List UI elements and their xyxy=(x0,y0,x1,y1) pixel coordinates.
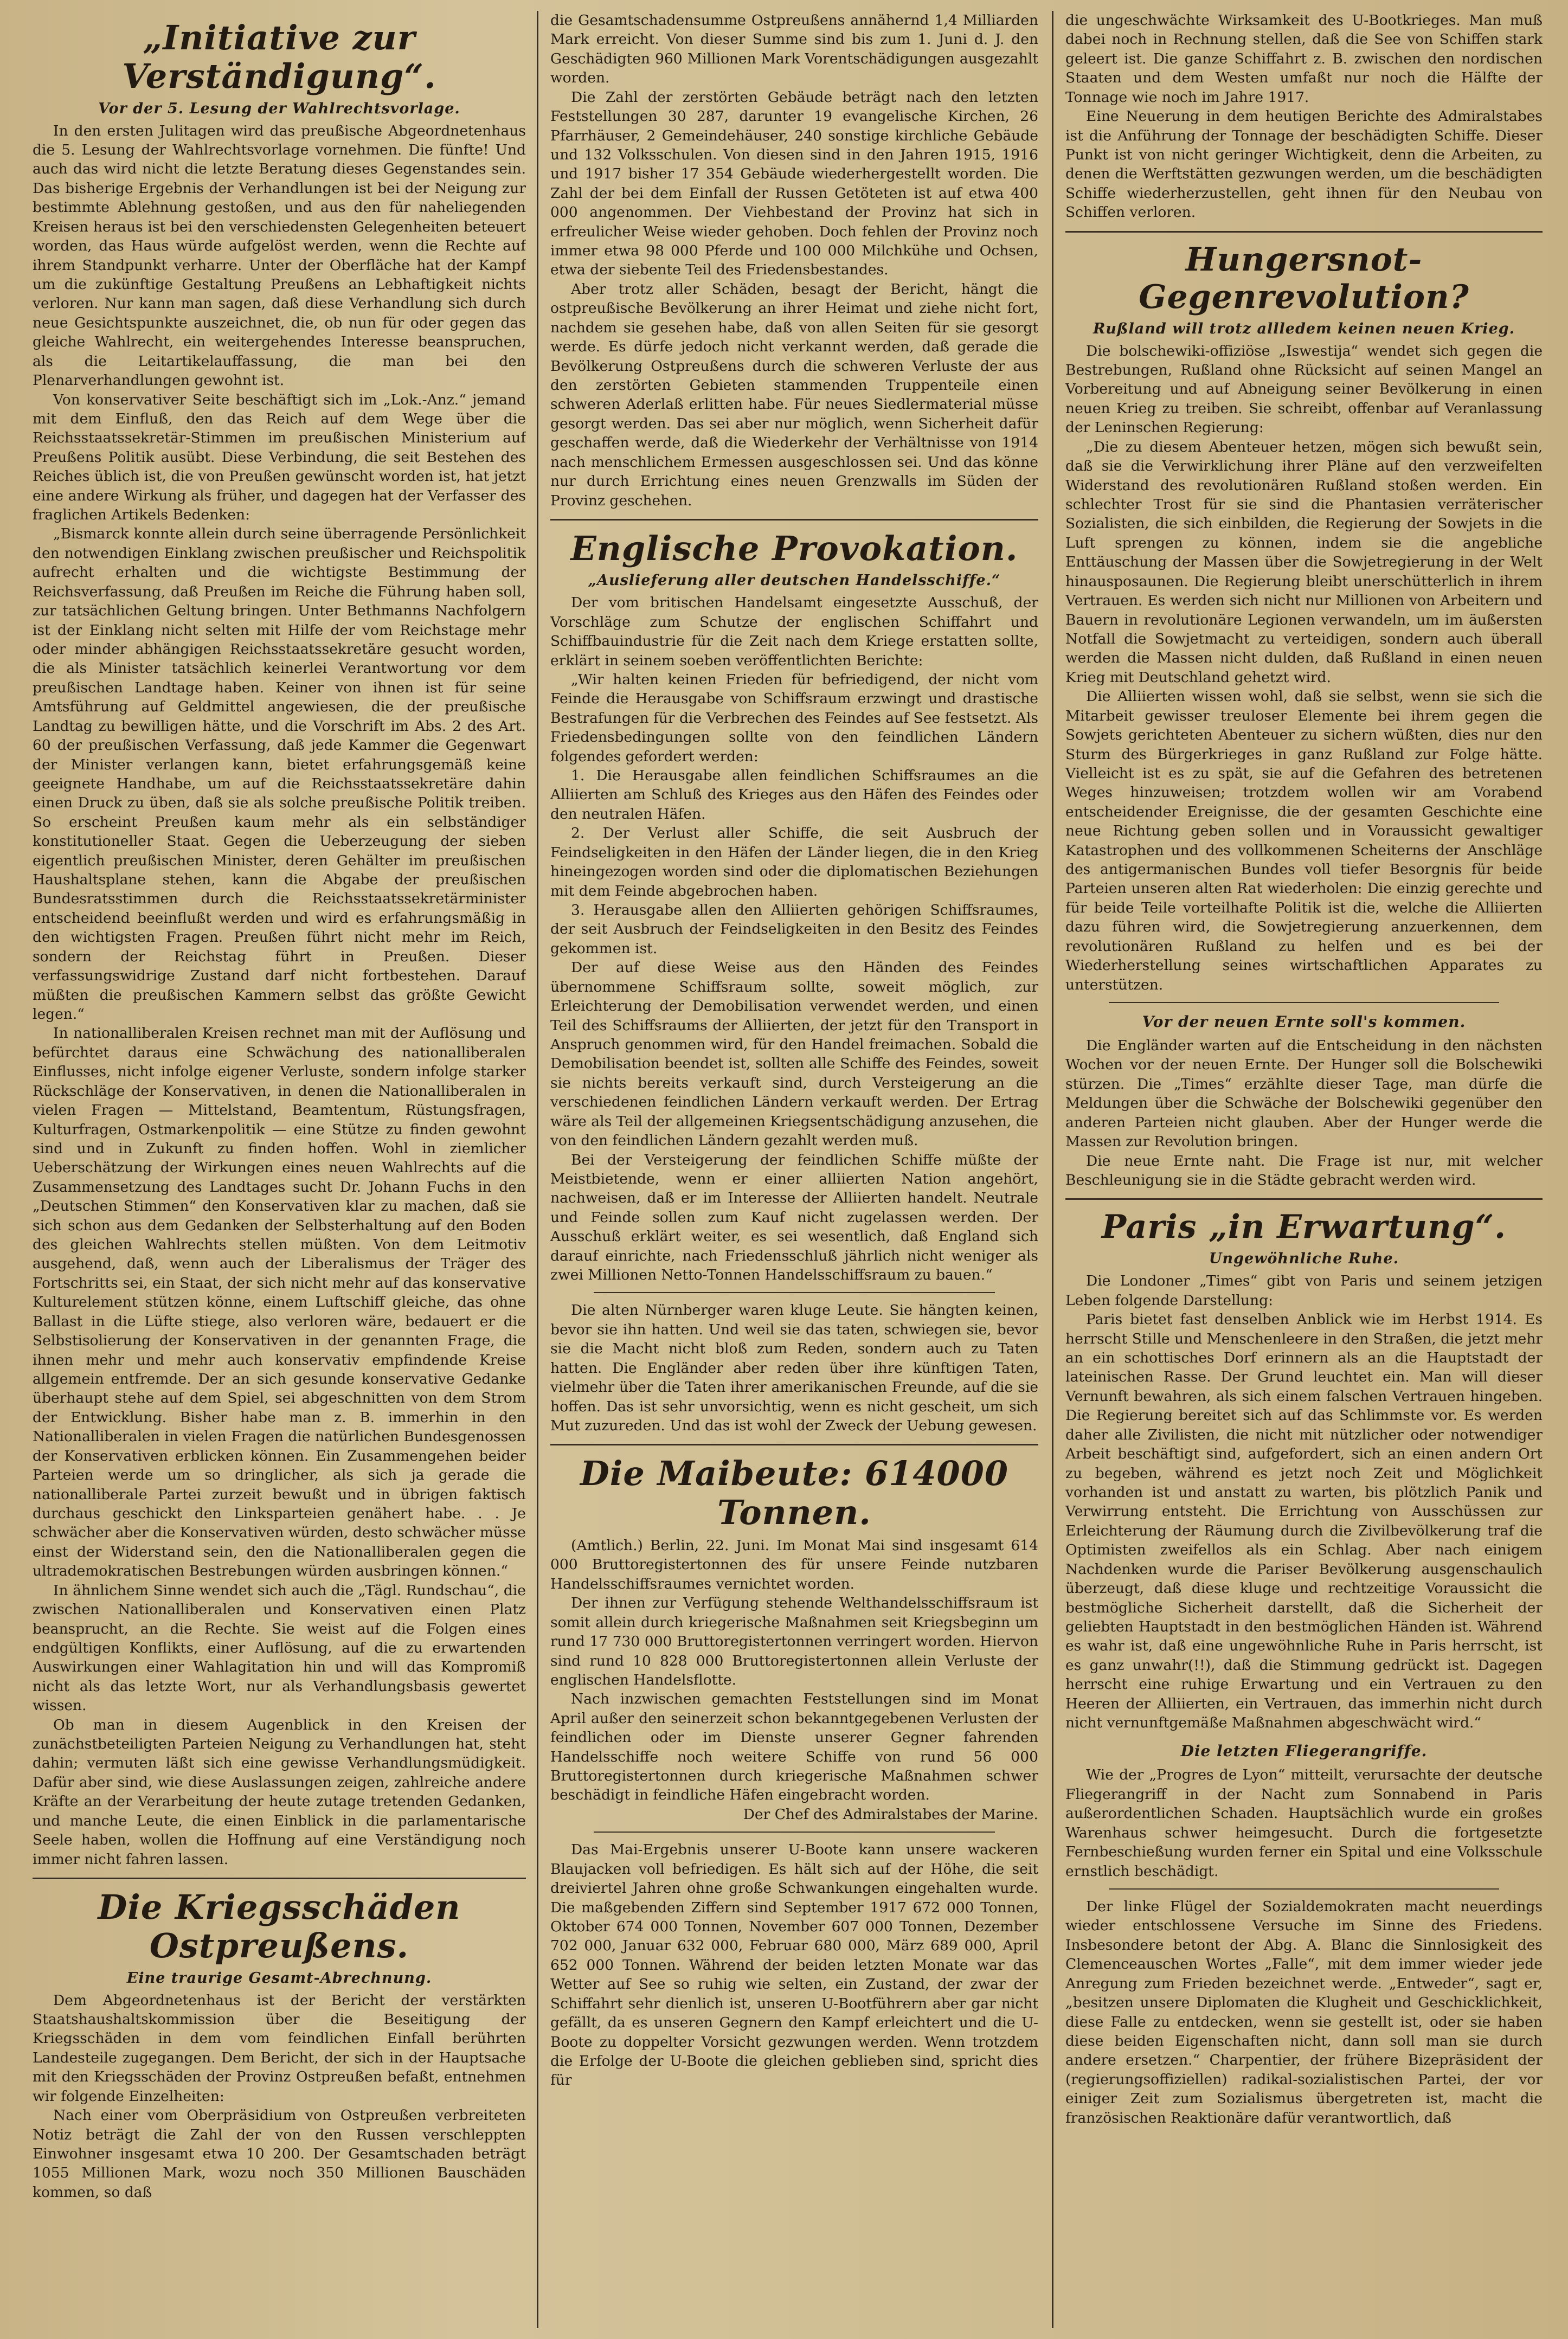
article-headline: Hungersnot-Gegenrevolution? xyxy=(1139,240,1469,316)
short-divider xyxy=(1109,1888,1499,1890)
paragraph: Dem Abgeordnetenhaus ist der Bericht der verstärkten Staatshaushaltskommission über die Beseitigung der Kriegsschäden in dem vom feindlichen Einfall berührten Landesteile zugegangen. Dem Bericht, der sich in der Hauptsache mit den Kriegsschäden der Provinz Ostpreußen befaßt, entnehmen wir folgende Einzelheiten: xyxy=(33,1991,526,2105)
short-divider xyxy=(594,1292,995,1293)
paragraph: „Die zu diesem Abenteuer hetzen, mögen sich bewußt sein, daß sie die Verwirklichung ihrer Pläne auf den verzweifelten Widerstand des revolutionären Rußland stoßen werden. Ein schlechter Trost für sie sind die Phantasien verräterischer Sozialisten, die sich einbilden, die Regierung der Sowjets in die Luft sprengen zu können, indem sie die angebliche Enttäuschung der Massen über die Sowjetregierung in der Welt hinausposaunen. Die Regierung bleibt unerschütterlich in ihrem Vertrauen. Es werden sich nicht nur Millionen von Arbeitern und Bauern in revolutionäre Legionen verwandeln, um im äußersten Notfall die Sowjetmacht zu verteidigen, sondern auch überall werden die Massen nicht dulden, daß Rußland in einen neuen Krieg mit Deutschland gehetzt wird. xyxy=(1065,438,1543,686)
column-left xyxy=(33,11,526,2328)
paragraph: „Bismarck konnte allein durch seine überragende Persönlichkeit den notwendigen Einklang zwischen preußischer und Reichspolitik aufrecht erhalten und die wichtigste Bestimmung der Reichsverfassung, daß Preußen im Reiche die Führung haben soll, zur tatsächlichen Geltung bringen. Unter Bethmanns Nachfolgern ist der Einklang nicht selten mit Hilfe der vom Reichstage mehr oder minder abhängigen Reichsstaatssekretäre gesucht worden, die als Minister tatsächlich keinerlei Verantwortung vor dem preußischen Landtage haben. Keiner von ihnen ist für seine Amtsführung auf Geldmittel angewiesen, die der preußische Landtag zu bewilligen hätte, und die Vorschrift im Abs. 2 des Art. 60 der preußischen Verfassung, daß jede Kammer die Gegenwart der Minister verlangen kann, bietet erfahrungsgemäß keine geeignete Handhabe, um auf die Reichsstaatssekretäre dahin einen Druck zu üben, daß sie als solche preußische Politik treiben. So erscheint Preußen kaum mehr als ein selbständiger konstitutioneller Staat. Gegen die Ueberzeugung der sieben eigentlich preußischen Minister, deren Gehälter im preußischen Haushaltsplane stehen, kann die Abgabe der preußischen Bundesratsstimmen durch die Reichsstaatssekretärminister entscheidend beeinflußt werden und wird es erfahrungsmäßig in den wichtigsten Fragen. Preußen führt nicht mehr im Reich, sondern der Reichstag führt in Preußen. Dieser verfassungswidrige Zustand darf nicht fortbestehen. Darauf müßten die preußischen Kammern selbst das größte Gewicht legen.“ xyxy=(33,525,526,1023)
article-headline: Englische Provokation. xyxy=(570,528,1018,568)
column-right xyxy=(1065,11,1543,2328)
paragraph: die ungeschwächte Wirksamkeit des U-Bootkrieges. Man muß dabei noch in Rechnung stellen, daß die See von Schiffen stark geleert ist. Die ganze Schiffahrt z. B. zwischen den nordischen Staaten und dem Westen umfaßt nur noch die Hälfte der Tonnage wie noch im Jahre 1917. xyxy=(1065,12,1543,106)
article-kriegsschaeden-continued xyxy=(550,11,1038,510)
paragraph: Die bolschewiki-offiziöse „Iswestija“ wendet sich gegen die Bestrebungen, Rußland ohne Rücksicht auf seinen Mangel an Vorbereitung und auf Abneigung seiner Bevölkerung in einen neuen Krieg zu treiben. Sie schreibt, offenbar auf Veranlassung der Leninschen Regierung: xyxy=(1065,342,1543,436)
article-subheadline: Ungewöhnliche Ruhe. xyxy=(1209,1250,1399,1268)
paragraph: 3. Herausgabe allen den Alliierten gehörigen Schiffsraumes, der seit Ausbruch der Feindseligkeiten in den Besitz des Feindes gekommen ist. xyxy=(550,902,1038,957)
article-divider xyxy=(550,1444,1038,1445)
paragraph: Von konservativer Seite beschäftigt sich im „Lok.-Anz.“ jemand mit dem Einfluß, den das Reich auf dem Wege über die Reichsstaatssekretär-Stimmen im preußischen Ministerium auf Preußens Politik ausübt. Diese Verbindung, die seit Bestehen des Reiches üblich ist, die von Preußen gewünscht worden ist, hat jetzt eine andere Wirkung als früher, und dagegen hat der Verfasser des fraglichen Artikels Bedenken: xyxy=(33,391,526,524)
column-middle xyxy=(550,11,1038,2328)
article-subheadline: Rußland will trotz allledem keinen neuen Krieg. xyxy=(1093,320,1515,337)
article-headline: Vor der neuen Ernte soll's kommen. xyxy=(1142,1012,1466,1031)
paragraph: „Wir halten keinen Frieden für befriedigend, der nicht vom Feinde die Herausgabe von Schiffsraum erzwingt und drastische Bestrafungen für die Verbrechen des Feindes auf See festsetzt. Als Friedensbedingungen sollte von den feindlichen Ländern folgendes gefordert werden: xyxy=(550,671,1038,765)
article-headline: Die letzten Fliegerangriffe. xyxy=(1180,1742,1428,1760)
article-divider xyxy=(33,1878,526,1879)
paragraph: In nationalliberalen Kreisen rechnet man mit der Auflösung und befürchtet daraus eine Schwächung des nationalliberalen Einflusses, nicht infolge eigener Verluste, sondern infolge starker Rückschläge der Konservativen, in denen die Nationalliberalen in vielen Fragen — Mittelstand, Beamtentum, Rüstungsfragen, Kulturfragen, Ostmarkenpolitik — eine Stütze zu finden gewohnt sind und in Zukunft zu finden hoffen. Wohl in ziemlicher Ueberschätzung der Wirkungen eines neuen Wahlrechts auf die Zusammensetzung des Landtages sucht Dr. Johann Fuchs in den „Deutschen Stimmen“ den Konservativen klar zu machen, daß sie sich schon aus dem Gedanken der Selbsterhaltung auf den Boden des gleichen Wahlrechts stellen müßten. Von dem Leitmotiv ausgehend, daß, wenn auch der Liberalismus der Träger des Fortschritts sei, ein Staat, der sich nicht mehr auf das konservative Kulturelement stützen könne, einem Luftschiff gleiche, das ohne Ballast in die Lüfte stiege, also verloren wäre, bedauert er die Selbstisolierung der Konservativen in der genannten Frage, die ihnen mehr und mehr auch konservativ empfindende Kreise allgemein entfremde. Der an sich gesunde konservative Gedanke überhaupt stehe auf dem Spiel, sei abgeschnitten von dem Strom der Entwicklung. Bisher habe man z. B. immerhin in den Nationalliberalen in vielen Fragen die natürlichen Bundesgenossen der Konservativen erblicken können. Ein Zusammengehen beider Parteien werde um so dringlicher, als sich ja gerade die nationalliberale Partei zurzeit bewußt und in übrigen faktisch durchaus geschickt den Linksparteien genähert habe. . . Je schwächer aber die Konservativen würden, desto schwächer müsse einst der Widerstand sein, den die Nationalliberalen gegen die ultrademokratischen Bestrebungen würden ausbringen können.“ xyxy=(33,1025,526,1580)
paragraph: Die Engländer warten auf die Entscheidung in den nächsten Wochen vor der neuen Ernte. Der Hunger soll die Bolschewiki stürzen. Die „Times“ erzählte dieser Tage, man dürfe die Meldungen über die Schwäche der Bolschewiki gegenüber den anderen Parteien nicht glauben. Aber der Hunger werde die Massen zur Revolution bringen. xyxy=(1065,1037,1543,1151)
article-englische-provokation xyxy=(550,529,1038,1435)
short-divider xyxy=(1109,1002,1499,1003)
paragraph: Der vom britischen Handelsamt eingesetzte Ausschuß, der Vorschläge zum Schutze der englischen Schiffahrt und Schiffbauindustrie für die Zeit nach dem Kriege erstatten sollte, erklärt in seinem soeben veröffentlichten Berichte: xyxy=(550,594,1038,669)
paragraph: Die Alliierten wissen wohl, daß sie selbst, wenn sie sich die Mitarbeit gewisser treuloser Elemente bei ihrem gegen die Sowjets gerichteten Abenteuer zu sichern wüßten, dies nur den Sturm des Bürgerkrieges in ganz Rußland zur Folge hätte. Vielleicht ist es zu spät, sie auf die Gefahren des betretenen Weges hinzuweisen; trotzdem wollen wir am Vorabend entscheidender Ereignisse, die der gesamten Geschichte eine neue Richtung geben sollen und in Voraussicht gewaltiger Katastrophen und des vollkommenen Scheiterns der Anschläge des antigermanischen Bundes voll tiefer Besorgnis für beide Parteien unseren alten Rat wiederholen: Die einzig gerechte und für beide Teile vorteilhafte Politik ist die, welche die Alliierten dazu führen wird, die Sowjetregierung anzuerkennen, dem revolutionären Rußland zu helfen und es bei der Wiederherstellung seines wirtschaftlichen Apparates zu unterstützen. xyxy=(1065,688,1543,993)
paragraph: 2. Der Verlust aller Schiffe, die seit Ausbruch der Feindseligkeiten in den Häfen der Länder liegen, die in den Krieg hineingezogen worden sind oder die diplomatischen Beziehungen mit dem Feinde abgebrochen haben. xyxy=(550,825,1038,899)
paragraph: In den ersten Julitagen wird das preußische Abgeordnetenhaus die 5. Lesung der Wahlrechtsvorlage vornehmen. Die fünfte! Und auch das wird nicht die letzte Beratung dieses Gegenstandes sein. Das bisherige Ergebnis der Verhandlungen ist bei der Neigung zur bestimmte Ablehnung gestoßen, und aus den für naheliegenden Kreisen heraus ist bei den verschiedensten Gelegenheiten beteuert worden, das Haus würde aufgelöst werden, wenn die Rechte auf ihrem Standpunkt verharre. Unter der Oberfläche hat der Kampf um die zukünftige Gestaltung Preußens an Lebhaftigkeit nichts verloren. Nur kann man sagen, daß diese Verhandlung sich durch neue Gesichtspunkte auszeichnet, die, ob nun für oder gegen das gleiche Wahlrecht, ein weitergehendes Interesse beanspruchen, als die Leitartikelauffassung, die man bei den Plenarverhandlungen gewohnt ist. xyxy=(33,122,526,389)
paragraph: In ähnlichem Sinne wendet sich auch die „Tägl. Rundschau“, die zwischen Nationalliberalen und Konservativen einen Platz beansprucht, an die Rechte. Sie weist auf die Folgen eines endgültigen Konflikts, einer Auflösung, auf die zu erwartenden Auswirkungen einer Wahlagitation hin und will das Kompromiß nicht als das letzte Wort, nur als Verhandlungsbasis gewertet wissen. xyxy=(33,1582,526,1714)
article-divider xyxy=(550,519,1038,521)
paragraph: Der linke Flügel der Sozialdemokraten macht neuerdings wieder entschlossene Versuche im Sinne des Friedens. Insbesondere betont der Abg. A. Blanc die Sinnlosigkeit des Clemenceauschen Wortes „Falle“, mit dem immer wieder jede Anregung zum Frieden bezeichnet werde. „Entweder“, sagt er, „besitzen unsere Diplomaten die Klugheit und Geschicklichkeit, diese Falle zu entdecken, wenn sie gestellt ist, oder sie haben diese beiden Eigenschaften nicht, dann soll man sie durch andere ersetzen.“ Charpentier, der frühere Bizepräsident der (regierungsoffiziellen) radikal-sozialistischen Partei, der vor einiger Zeit zum Sozialismus übergetreten ist, macht die französischen Reaktionäre dafür verantwortlich, daß xyxy=(1065,1898,1543,2126)
paragraph: Wie der „Progres de Lyon“ mitteilt, verursachte der deutsche Fliegerangriff in der Nacht zum Sonnabend in Paris außerordentlichen Schaden. Hauptsächlich wurde ein großes Warenhaus schwer heimgesucht. Durch die fortgesetzte Fernbeschießung wurden ferner ein Spital und eine Volksschule ernstlich beschädigt. xyxy=(1065,1766,1543,1880)
article-headline: Die Maibeute: 614000 Tonnen. xyxy=(580,1454,1008,1532)
paragraph: Die Londoner „Times“ gibt von Paris und seinem jetzigen Leben folgende Darstellung: xyxy=(1065,1273,1543,1309)
paragraph: Ob man in diesem Augenblick in den Kreisen der zunächstbeteiligten Parteien Neigung zu Verhandlungen hat, steht dahin; vermuten läßt sich eine gewisse Verhandlungsmüdigkeit. Dafür aber sind, wie diese Auslassungen zeigen, zahlreiche andere Kräfte an der Verarbeitung der heute zutage tretenden Gedanken, und manche Leute, die einen Einblick in die parlamentarische Seele haben, wollen die Hoffnung auf eine Verständigung noch immer nicht fahren lassen. xyxy=(33,1716,526,1868)
article-divider xyxy=(1065,231,1543,233)
article-fliegerangriffe xyxy=(1065,1742,1543,2128)
article-headline: „Initiative zur Verständigung“. xyxy=(122,18,436,97)
column-rule xyxy=(537,11,538,2328)
paragraph: 1. Die Herausgabe allen feindlichen Schiffsraumes an die Alliierten am Schluß des Krieges aus den Häfen des Feindes oder den neutralen Häfen. xyxy=(550,767,1038,822)
article-subheadline: Vor der 5. Lesung der Wahlrechtsvorlage. xyxy=(98,100,460,117)
column-rule xyxy=(1052,11,1053,2328)
signature-line: Der Chef des Admiralstabes der Marine. xyxy=(743,1805,1038,1823)
paragraph: Die neue Ernte naht. Die Frage ist nur, mit welcher Beschleunigung sie in die Städte gebracht werden wird. xyxy=(1065,1152,1543,1188)
paragraph: (Amtlich.) Berlin, 22. Juni. Im Monat Mai sind insgesamt 614 000 Bruttoregistertonnen des für unsere Feinde nutzbaren Handelsschiffsraumes vernichtet worden. xyxy=(550,1537,1038,1592)
article-neue-ernte xyxy=(1065,1013,1543,1190)
paragraph: Bei der Versteigerung der feindlichen Schiffe müßte der Meistbietende, wenn er einer alliierten Nation angehört, nachweisen, daß er im Interesse der Alliierten handelt. Neutrale und Feinde sollen zum Kauf nicht zugelassen werden. Der Ausschuß erklärt weiter, es sei wesentlich, daß England sich darauf einrichte, nach Friedensschluß jährlich nicht weniger als zwei Millionen Netto-Tonnen Handelsschiffsraum zu bauen.“ xyxy=(550,1151,1038,1284)
article-subheadline: „Auslieferung aller deutschen Handelsschiffe.“ xyxy=(588,572,1001,589)
paragraph: Die Zahl der zerstörten Gebäude beträgt nach den letzten Feststellungen 30 287, darunter 19 evangelische Kirchen, 26 Pfarrhäuser, 2 Gemeindehäuser, 240 sonstige kirchliche Gebäude und 132 Volksschulen. Von diesen sind in den Jahren 1915, 1916 und 1917 bisher 17 354 Gebäude wiederhergestellt worden. Die Zahl der bei dem Einfall der Russen Getöteten ist auf etwa 400 000 angenommen. Der Viehbestand der Provinz hat sich in erfreulicher Weise wieder gehoben. Doch fehlen der Provinz noch immer etwa 98 000 Pferde und 100 000 Milchkühe und Ochsen, etwa der siebente Teil des Friedensbestandes. xyxy=(550,88,1038,279)
paragraph: Nach inzwischen gemachten Feststellungen sind im Monat April außer den seinerzeit schon bekanntgegebenen Verlusten der feindlichen oder im Dienste unserer Gegner fahrenden Handelsschiffe noch weitere Schiffe von rund 56 000 Bruttoregistertonnen durch kriegerische Maßnahmen schwer beschädigt in feindliche Häfen eingebracht worden. xyxy=(550,1691,1038,1804)
article-initiative xyxy=(33,18,526,1869)
paragraph: Eine Neuerung in dem heutigen Berichte des Admiralstabes ist die Anführung der Tonnage der beschädigten Schiffe. Dieser Punkt ist von nicht geringer Wichtigkeit, denn die Arbeiten, zu denen die Werftstätten gezwungen werden, um die beschädigten Schiffe wiederherzustellen, geht ihnen für den Neubau von Schiffen verloren. xyxy=(1065,108,1543,221)
article-maibeute xyxy=(550,1454,1038,2090)
paragraph: Paris bietet fast denselben Anblick wie im Herbst 1914. Es herrscht Stille und Menschenleere in den Straßen, die jetzt mehr an ein schottisches Dorf erinnern als an die Hauptstadt der lateinischen Rasse. Der Grund leuchtet ein. Man will dieser Vernunft bewahren, als sich einem falschen Vertrauen hingeben. Die Regierung bereitet sich auf das Schlimmste vor. Es werden daher alle Zivilisten, die nicht mit nützlicher oder notwendiger Arbeit beschäftigt sind, aufgefordert, sich an einen andern Ort zu begeben, während es jetzt noch Zeit und Möglichkeit vorhanden ist und anstatt zu warten, bis plötzlich Panik und Verwirrung entsteht. Die Errichtung von Ausschüssen zur Erleichterung der Räumung durch die Zivilbevölkerung traf die Optimisten zweifellos als ein Schlag. Aber nach einigem Nachdenken wurde die Pariser Bevölkerung ausgenschaulich überzeugt, daß diese kluge und rechtzeitige Voraussicht die bestmögliche Sicherheit darstellt, daß die Sicherheit der geliebten Hauptstadt in den bestmöglichen Händen ist. Während es wahr ist, daß eine ungewöhnliche Ruhe in Paris herrscht, ist es ganz unwahr(!!), daß die Stimmung gedrückt ist. Dagegen herrscht eine ruhige Erwartung und ein Vertrauen zu den Heeren der Alliierten, ein Vertrauen, das immerhin nicht durch nicht vernunftgemäße Maßnahmen abgeschwächt wird.“ xyxy=(1065,1311,1543,1732)
article-maibeute-continued xyxy=(1065,11,1543,222)
paragraph: Nach einer vom Oberpräsidium von Ostpreußen verbreiteten Notiz beträgt die Zahl der von den Russen verschleppten Einwohner insgesamt etwa 10 200. Der Gesamtschaden beträgt 1055 Millionen Mark, wozu noch 350 Millionen Bauschäden kommen, so daß xyxy=(33,2107,526,2201)
article-headline: Die Kriegsschäden Ostpreußens. xyxy=(98,1887,461,1966)
article-subheadline: Eine traurige Gesamt-Abrechnung. xyxy=(126,1969,432,1987)
paragraph: Die alten Nürnberger waren kluge Leute. Sie hängten keinen, bevor sie ihn hatten. Und weil sie das taten, schwiegen sie, bevor sie die Macht nicht bloß zum Reden, sondern auch zu Taten hatten. Die Engländer aber reden über ihre künftigen Taten, vielmehr über die Taten ihrer amerikanischen Freunde, auf die sie hoffen. Das ist sehr unvorsichtig, wenn es nicht gescheit, um sich Mut zuzureden. Und das ist wohl der Zweck der Uebung gewesen. xyxy=(550,1302,1038,1434)
paragraph: Aber trotz aller Schäden, besagt der Bericht, hängt die ostpreußische Bevölkerung an ihrer Heimat und ziehe nicht fort, nachdem sie gesehen habe, daß von allen Seiten für sie gesorgt werde. Es dürfe jedoch nicht verkannt werden, daß gerade die Bevölkerung Ostpreußens durch die schweren Verluste der aus den zerstörten Gebieten stammenden Truppenteile einen schweren Aderlaß erlitten habe. Für neues Siedlermaterial müsse gesorgt werden. Das sei aber nur möglich, wenn Sicherheit dafür geschaffen werde, daß die Wiederkehr der Verhältnisse von 1914 nach menschlichem Ermessen ausgeschlossen sei. Und das könne nur durch Errichtung eines neuen Grenzwalls im Süden der Provinz geschehen. xyxy=(550,280,1038,509)
paragraph: Das Mai-Ergebnis unserer U-Boote kann unsere wackeren Blaujacken voll befriedigen. Es hält sich auf der Höhe, die seit dreiviertel Jahren ohne große Schwankungen eingehalten wurde. Die maßgebenden Ziffern sind September 1917 672 000 Tonnen, Oktober 674 000 Tonnen, November 607 000 Tonnen, Dezember 702 000, Januar 632 000, Februar 680 000, März 689 000, April 652 000 Tonnen. Während der beiden letzten Monate war das Wetter auf See so ruhig wie selten, ein Zustand, der zwar der Schiffahrt sehr dienlich ist, unseren U-Bootführern aber gar nicht gefällt, da es unseren Gegnern den Kampf erleichtert und die U-Boote zu doppelter Vorsicht gezwungen werden. Wenn trotzdem die Erfolge der U-Boote die gleichen geblieben sind, spricht dies für xyxy=(550,1841,1038,2089)
paragraph: Der ihnen zur Verfügung stehende Welthandelsschiffsraum ist somit allein durch kriegerische Maßnahmen seit Kriegsbeginn um rund 17 730 000 Bruttoregistertonnen verringert worden. Hiervon sind rund 10 828 000 Bruttoregistertonnen allein Verluste der englischen Handelsflotte. xyxy=(550,1595,1038,1688)
article-paris xyxy=(1065,1209,1543,1732)
paragraph: die Gesamtschadensumme Ostpreußens annähernd 1,4 Milliarden Mark erreicht. Von dieser Summe sind bis zum 1. Juni d. J. den Geschädigten 960 Millionen Mark Vorentschädigungen ausgezahlt worden. xyxy=(550,12,1038,87)
article-hungersnot xyxy=(1065,241,1543,994)
article-divider xyxy=(1065,1198,1543,1200)
short-divider xyxy=(594,1832,995,1833)
paragraph: Der auf diese Weise aus den Händen des Feindes übernommene Schiffsraum sollte, soweit möglich, zur Erleichterung der Demobilisation verwendet werden, und einen Teil des Schiffsraums der Alliierten, der jetzt für den Transport in Anspruch genommen wird, für den Handel freimachen. Sobald die Demobilisation beendet ist, sollten alle Schiffe des Feindes, soweit sie nichts bereits verkauft sind, durch Versteigerung an die verschiedenen feindlichen Ländern verkauft werden. Der Ertrag wäre als Teil der allgemeinen Kriegsentschädigung anzusehen, die von den feindlichen Ländern gezahlt werden muß. xyxy=(550,959,1038,1149)
article-kriegsschaeden xyxy=(33,1888,526,2202)
article-headline: Paris „in Erwartung“. xyxy=(1101,1208,1507,1246)
